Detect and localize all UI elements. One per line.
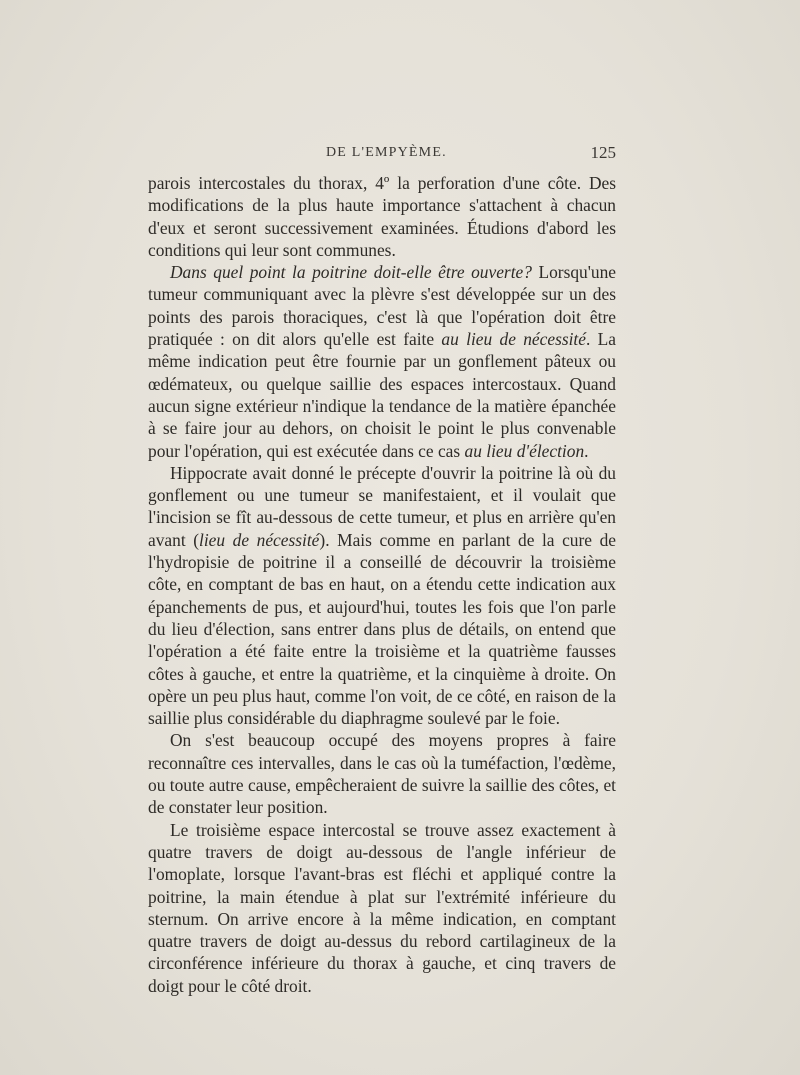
running-title: DE L'EMPYÈME. <box>326 145 447 160</box>
paragraph <box>148 819 616 997</box>
paragraph-text: Lorsqu'une tumeur communiquant avec la plèvre s'est développée sur un des points des parois thoraciques, c'est là que l'opération doit être pratiquée : on dit alors qu'elle est faite <box>148 262 616 350</box>
paragraph-text: . La même indication peut être fournie par un gonflement pâteux ou œdémateux, ou quelque saillie des espaces intercostaux. Quand aucun signe extérieur n'indique la tendance de la matière épanchée à se faire jour au dehors, on choisit le point le plus convenable pour l'opération, qui est exécutée dans ce cas <box>148 329 616 461</box>
paragraph-text: parois intercostales du thorax, 4º la perforation d'une côte. Des modifications de la plus haute importance s'attachent à chacun d'eux et seront successivement examinées. Étudions d'abord les conditions qui leur sont communes. <box>148 173 616 260</box>
paragraph <box>148 462 616 730</box>
italic-question: Dans quel point la poitrine doit-elle être ouverte? <box>170 262 539 283</box>
body-text <box>148 172 616 997</box>
page-header <box>148 143 616 165</box>
italic-term: au lieu de nécessité <box>441 329 586 350</box>
paragraph-text: On s'est beaucoup occupé des moyens propres à faire reconnaître ces intervalles, dans le cas où la tuméfaction, l'œdème, ou toute autre cause, empêcheraient de suivre la saillie des côtes, et de constater leur position. <box>148 730 616 818</box>
paragraph-text: . <box>584 440 589 461</box>
paragraph-text: ). Mais comme en parlant de la cure de l'hydropisie de poitrine il a conseillé de découvrir la troisième côte, en comptant de bas en haut, on a étendu cette indication aux épanchements de pus, et aujourd'hui, toutes les fois que l'on parle du lieu d'élection, sans entrer dans plus de détails, on entend que l'opération a été faite entre la troisième et la quatrième fausses côtes à gauche, et entre la quatrième, et la cinquième à droite. On opère un peu plus haut, comme l'on voit, de ce côté, en raison de la saillie plus considérable du diaphragme soulevé par le foie. <box>148 529 616 729</box>
paragraph <box>148 261 616 462</box>
paragraph <box>148 172 616 261</box>
paragraph-text: Le troisième espace intercostal se trouve assez exactement à quatre travers de doigt au-dessous de l'angle inférieur de l'omoplate, lorsque l'avant-bras est fléchi et appliqué contre la poitrine, la main étendue à plat sur l'extrémité inférieure du sternum. On arrive encore à la même indication, en comptant quatre travers de doigt au-dessus du rebord cartilagineux de la circonférence inférieure du thorax à gauche, et cinq travers de doigt pour le côté droit. <box>148 819 616 996</box>
italic-term: lieu de nécessité <box>199 529 320 550</box>
paragraph <box>148 729 616 818</box>
page-number: 125 <box>590 143 616 162</box>
paragraph-text: Hippocrate avait donné le précepte d'ouvrir la poitrine là où du gonflement ou une tumeur se manifestaient, et il voulait que l'incision se fît au-dessous de cette tumeur, et plus en arrière qu'en avant ( <box>148 462 616 550</box>
italic-term: au lieu d'élection <box>464 440 585 461</box>
